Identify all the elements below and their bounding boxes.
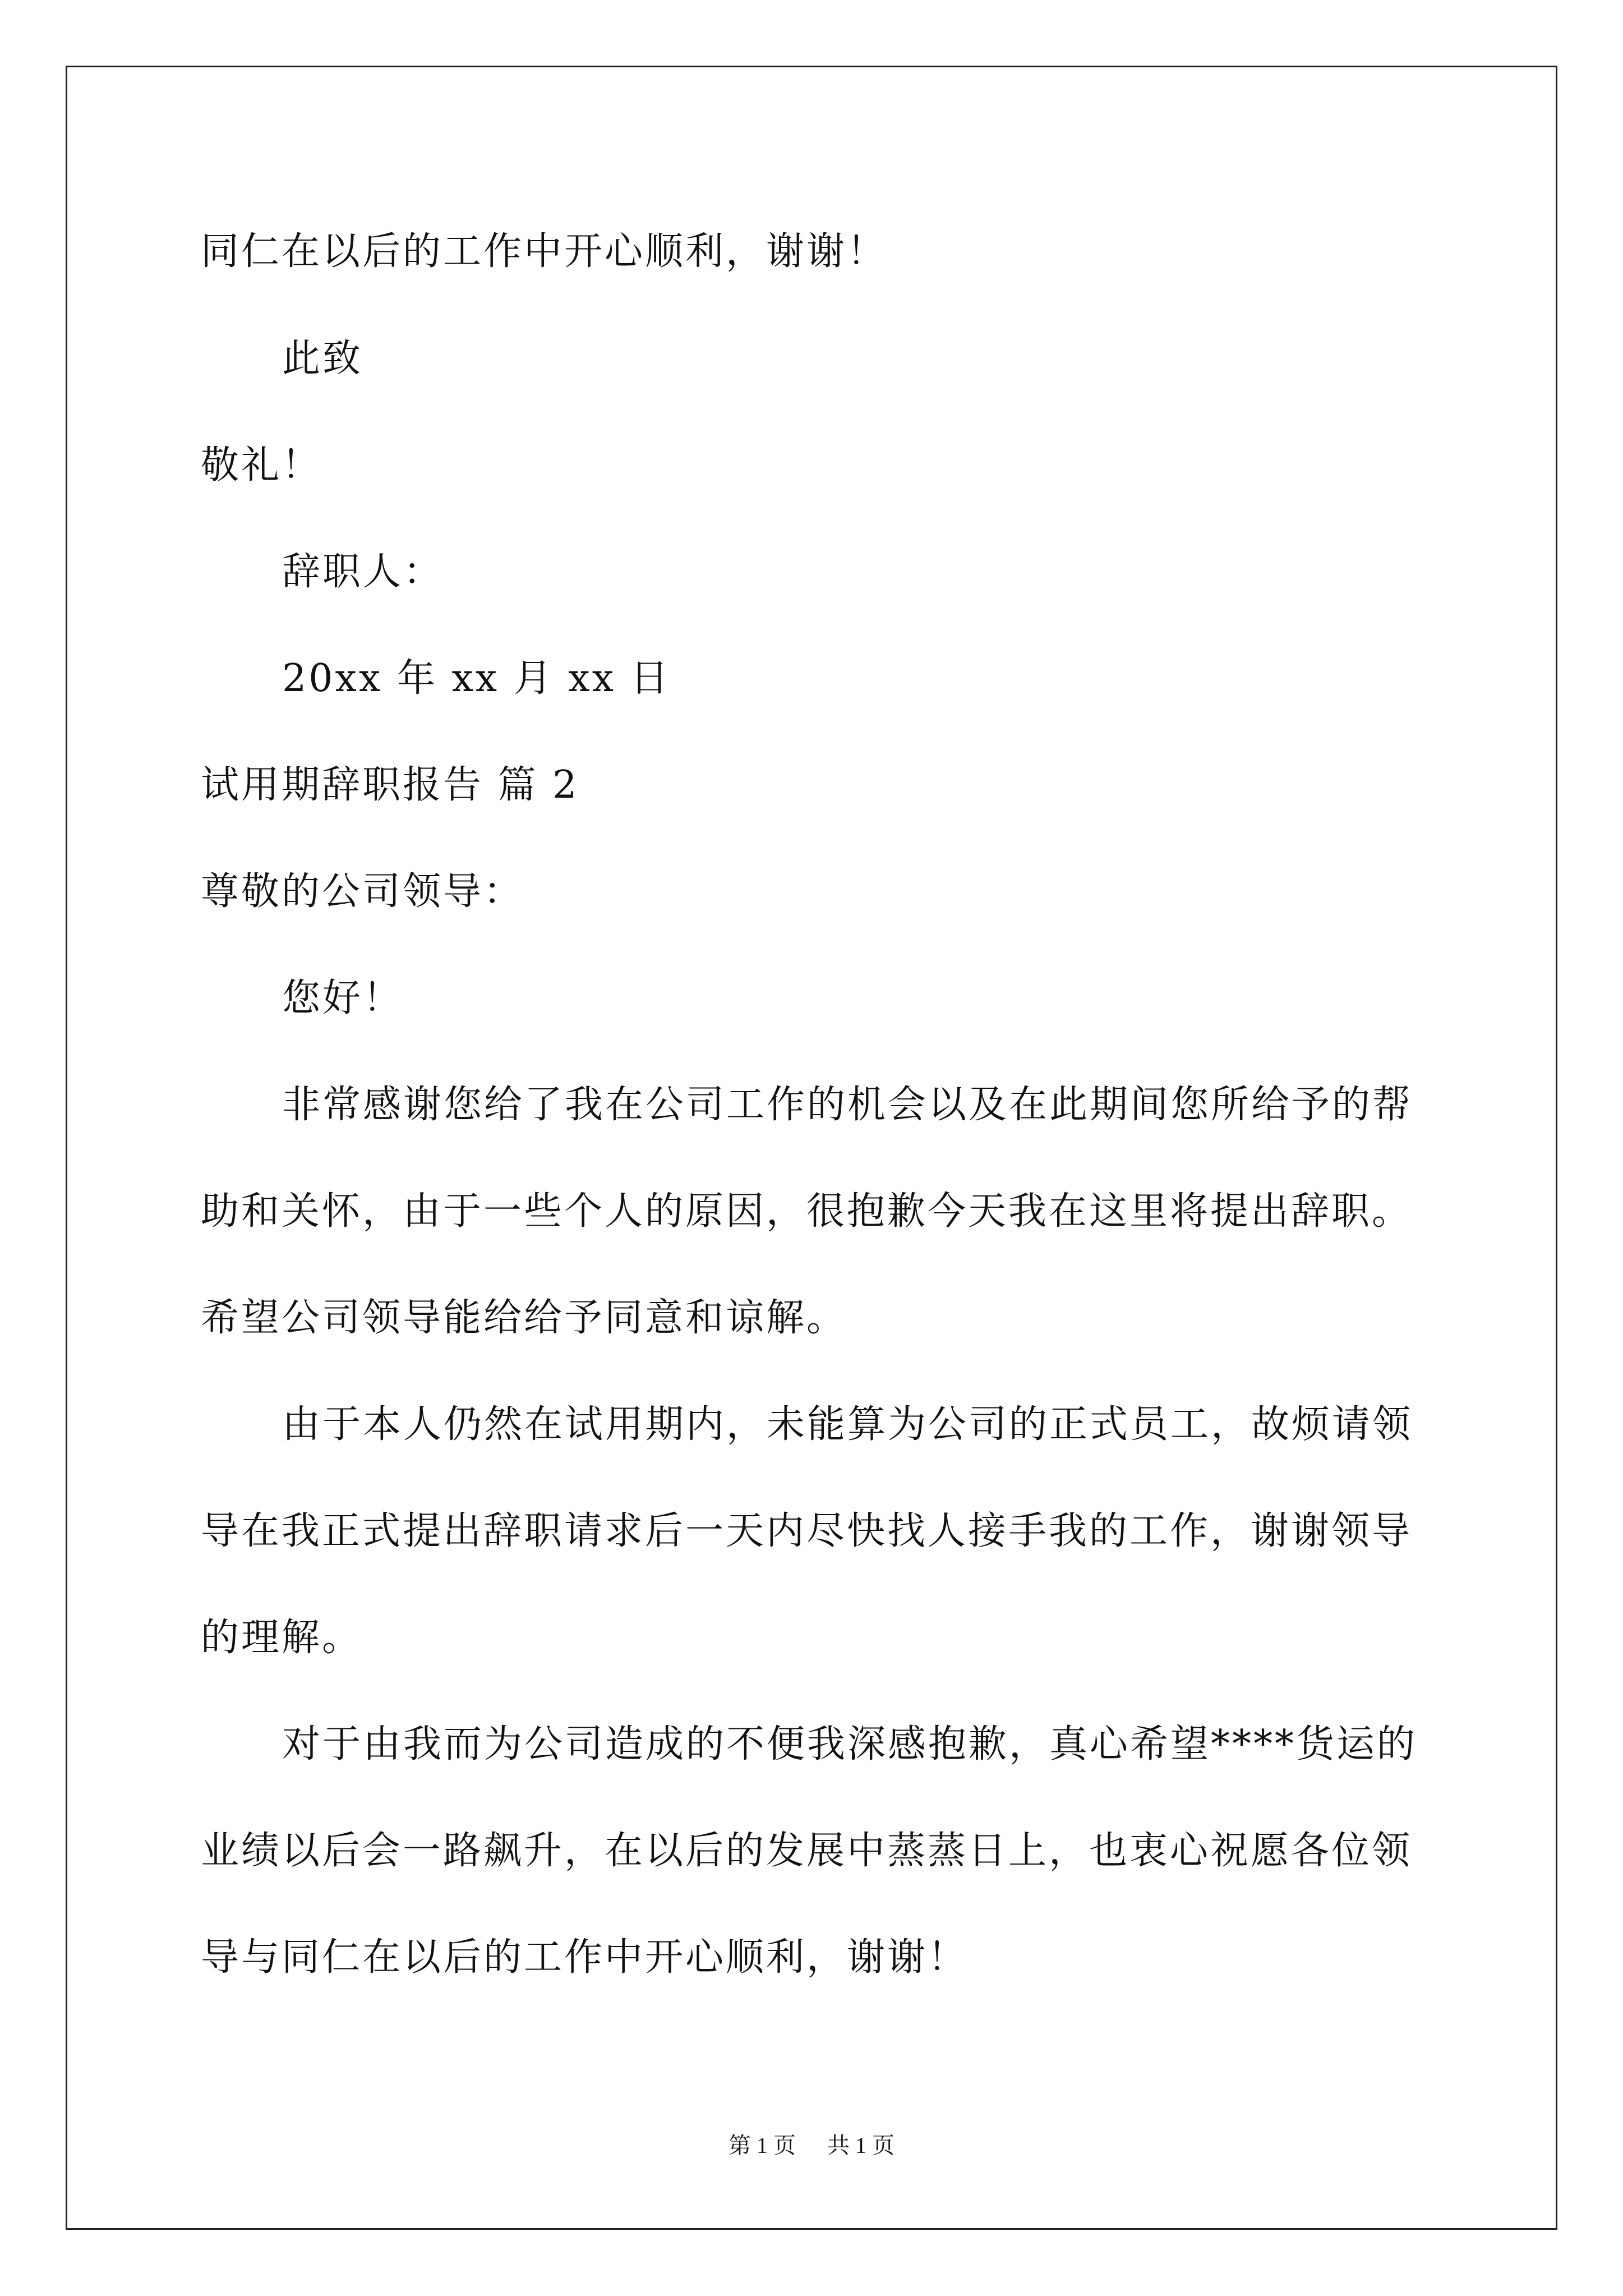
page-border xyxy=(66,66,1557,2230)
paragraph-line: 对于由我而为公司造成的不便我深感抱歉，真心希望****货运的 xyxy=(282,1722,1418,1766)
page-number: 第 1 页 xyxy=(728,2133,796,2158)
paragraph-line: 非常感谢您给了我在公司工作的机会以及在此期间您所给予的帮 xyxy=(282,1083,1413,1127)
greeting-hello: 您好！ xyxy=(282,976,404,1020)
paragraph-line: 导与同仁在以后的工作中开心顺利，谢谢！ xyxy=(201,1935,969,1980)
text-line: 同仁在以后的工作中开心顺利，谢谢！ xyxy=(201,229,888,274)
page-total: 共 1 页 xyxy=(827,2133,895,2158)
paragraph-line: 由于本人仍然在试用期内，未能算为公司的正式员工，故烦请领 xyxy=(282,1402,1413,1447)
section-heading: 试用期辞职报告 篇 2 xyxy=(201,763,579,807)
paragraph-line: 业绩以后会一路飙升，在以后的发展中蒸蒸日上，也衷心祝愿各位领 xyxy=(201,1829,1413,1873)
paragraph-line: 导在我正式提出辞职请求后一天内尽快找人接手我的工作，谢谢领导 xyxy=(201,1509,1413,1553)
greeting-line: 尊敬的公司领导： xyxy=(201,869,524,914)
signature-label: 辞职人： xyxy=(282,550,444,594)
paragraph-line: 的理解。 xyxy=(201,1616,363,1660)
page-footer xyxy=(0,2132,1623,2160)
paragraph-line: 希望公司领导能给给予同意和谅解。 xyxy=(201,1296,847,1340)
date-line: 20xx 年 xx 月 xx 日 xyxy=(282,656,671,701)
closing-regards: 敬礼！ xyxy=(201,443,322,487)
paragraph-line: 助和关怀，由于一些个人的原因，很抱歉今天我在这里将提出辞职。 xyxy=(201,1189,1413,1234)
closing-salutation: 此致 xyxy=(282,337,363,381)
